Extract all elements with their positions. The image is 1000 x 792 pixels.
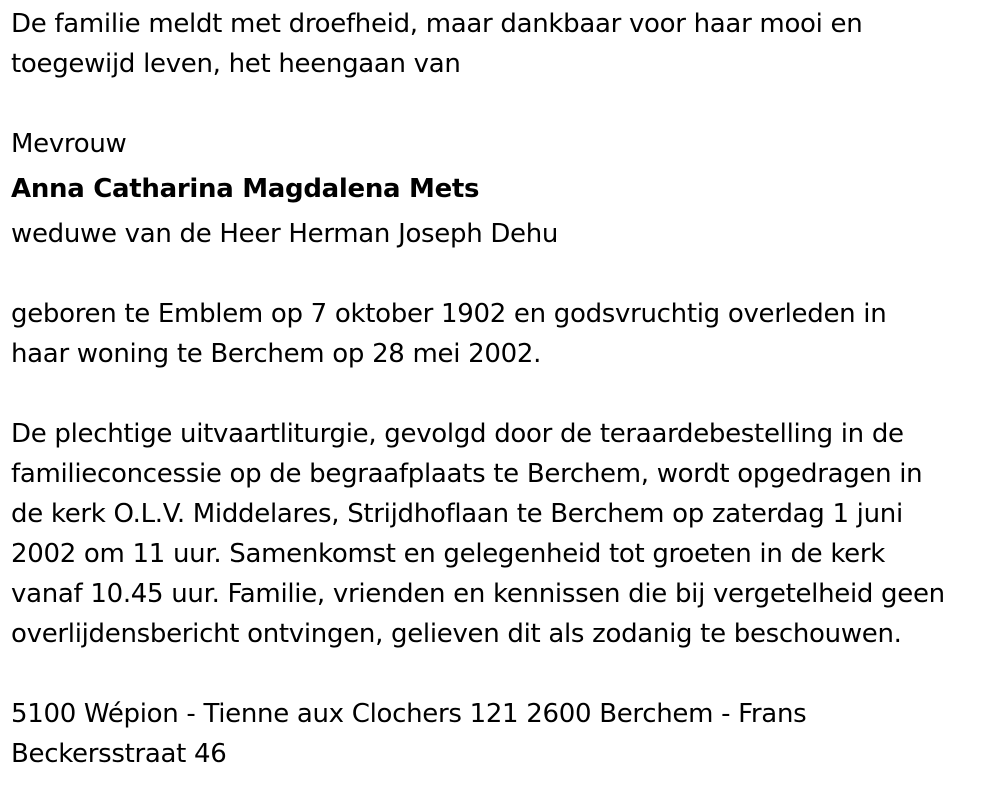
birth-death-text: geboren te Emblem op 7 oktober 1902 en godsvruchtig overleden in haar woning te Berchem op 28 mei 2002.	[11, 299, 887, 369]
addresses-text: 5100 Wépion - Tienne aux Clochers 121 2600 Berchem - Frans Beckersstraat 46	[11, 699, 807, 769]
relation-text: weduwe van de Heer Herman Joseph Dehu	[11, 219, 559, 249]
ceremony-text: De plechtige uitvaartliturgie, gevolgd door de teraardebestelling in de familieconcessie op de begraafplaats te Berchem, wordt opgedragen in de kerk O.L.V. Middelares, Strijdhoflaan te Berchem op zaterdag 1 juni 2002 om 11 uur. Samenkomst en gelegenheid tot groeten in de kerk vanaf 10.45 uur. Familie, vrienden en kennissen die bij vergetelheid geen overlijdensbericht ontvingen, gelieven dit als zodanig te beschouwen.	[11, 419, 945, 649]
spacer	[11, 654, 991, 694]
spacer	[11, 84, 991, 124]
deceased-name: Anna Catharina Magdalena Mets	[11, 174, 480, 204]
salutation: Mevrouw	[11, 129, 127, 159]
death-notice	[11, 4, 991, 774]
spacer	[11, 254, 991, 294]
intro-text: De familie meldt met droefheid, maar dankbaar voor haar mooi en toegewijd leven, het heengaan van	[11, 9, 863, 79]
spacer	[11, 374, 991, 414]
